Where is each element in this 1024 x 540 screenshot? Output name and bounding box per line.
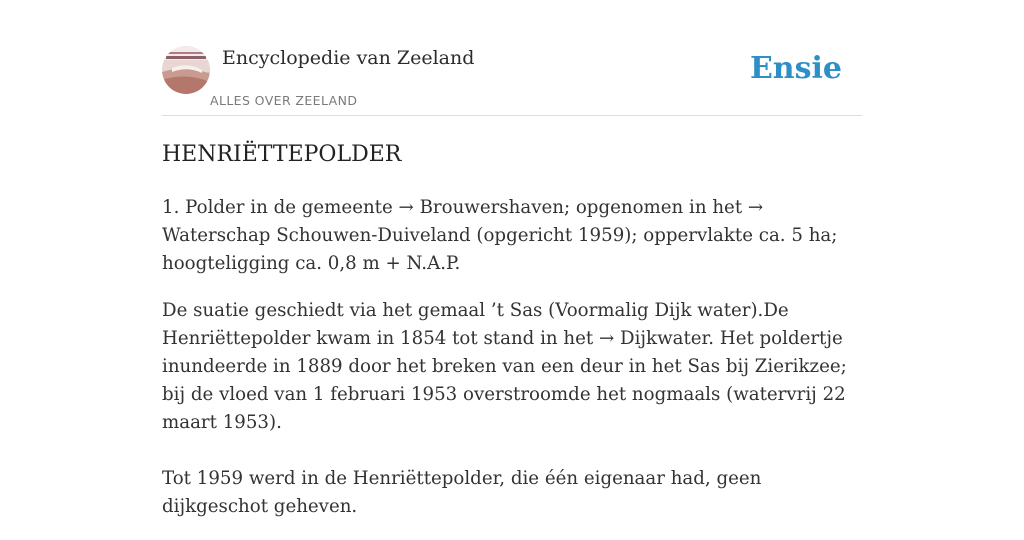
history-text-2: . Het poldertje inundeerde in 1889 door het breken van een deur in het Sas bij Zierikzee; bij de vloed van 1 februari 1953 overstroomde het nogmaals (watervrij 22 maart 1953). bbox=[162, 328, 847, 433]
site-title-link[interactable]: Encyclopedie van Zeeland bbox=[222, 47, 475, 69]
site-subtitle: ALLES OVER ZEELAND bbox=[210, 93, 358, 108]
history-paragraph bbox=[162, 297, 862, 521]
avatar[interactable] bbox=[162, 46, 210, 94]
site-header bbox=[162, 44, 862, 116]
arrow-right-icon: → bbox=[747, 197, 764, 218]
definition-text-1: 1. Polder in de gemeente bbox=[162, 197, 399, 218]
history-text-1: De suatie geschiedt via het gemaal ’t Sas (Voormalig Dijk water).De Henriëttepolder kwam in 1854 tot stand in het bbox=[162, 300, 789, 349]
arrow-right-icon: → bbox=[398, 197, 414, 218]
brand-logo-link[interactable]: Ensie bbox=[749, 51, 842, 86]
arrow-right-icon: → bbox=[598, 328, 615, 349]
article-title: HENRIËTTEPOLDER bbox=[162, 142, 402, 167]
link-brouwershaven[interactable]: Brouwershaven bbox=[413, 197, 564, 218]
definition-text-3: (opgericht 1959); oppervlakte ca. 5 ha; hoogteligging ca. 0,8 m + N.A.P. bbox=[162, 225, 838, 274]
history-text-3: Tot 1959 werd in de Henriëttepolder, die één eigenaar had, geen dijkgeschot geheven. bbox=[162, 468, 762, 517]
definition-paragraph bbox=[162, 194, 862, 278]
header-divider bbox=[162, 115, 862, 116]
link-waterschap-schouwen-duiveland[interactable]: Waterschap Schouwen-Duiveland bbox=[162, 225, 471, 246]
definition-text-2: ; opgenomen in het bbox=[563, 197, 748, 218]
link-dijkwater[interactable]: Dijkwater bbox=[614, 328, 709, 349]
article bbox=[162, 138, 862, 540]
